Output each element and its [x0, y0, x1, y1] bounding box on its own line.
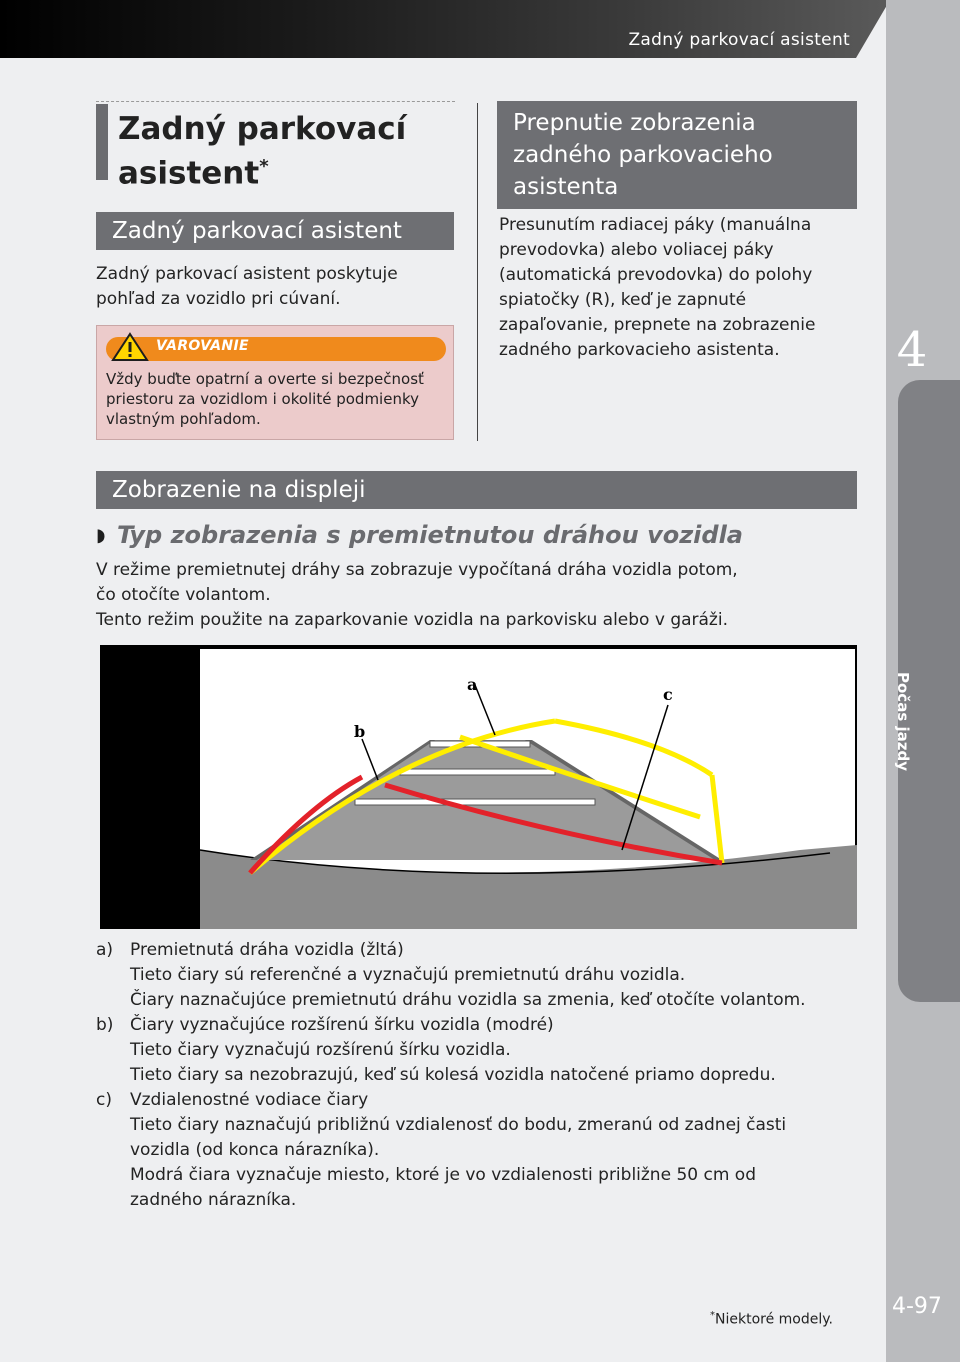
- callout-c: c: [663, 685, 673, 704]
- list-item-key: c): [96, 1090, 112, 1110]
- warning-icon: [111, 332, 149, 362]
- footnote-text: Niektoré modely.: [715, 1311, 833, 1328]
- list-item-key: a): [96, 940, 114, 960]
- page-title: [118, 110, 406, 192]
- title-divider: [96, 101, 455, 102]
- chapter-number: 4: [896, 322, 928, 378]
- legend-list: [96, 938, 866, 1213]
- chapter-label: Počas jazdy: [894, 672, 912, 771]
- section-title-line-1: Prepnutie zobrazenia: [513, 110, 756, 136]
- section-header-rear-assist: Zadný parkovací asistent: [96, 212, 454, 250]
- list-item-line: Vzdialenostné vodiace čiary: [130, 1090, 369, 1110]
- section-header-switch-view: [497, 101, 857, 209]
- list-item-line: Tieto čiary naznačujú približnú vzdialenosť do bodu, zmeranú od zadnej časti: [130, 1115, 787, 1135]
- section-title-line-2: zadného parkovacieho: [513, 142, 773, 168]
- footnote-mark: *: [710, 1310, 715, 1321]
- header-title: Zadný parkovací asistent: [628, 30, 850, 50]
- callout-a: a: [467, 675, 478, 694]
- display-intro-line: čo otočíte volantom.: [96, 585, 271, 605]
- list-item-line: vozidla (od konca nárazníka).: [130, 1140, 380, 1160]
- camera-view-illustration: [100, 645, 857, 929]
- list-item-line: Čiary vyznačujúce rozšírenú šírku vozidla (modré): [130, 1015, 554, 1035]
- list-item-line: Tieto čiary sú referenčné a vyznačujú premietnutú dráhu vozidla.: [130, 965, 686, 985]
- callout-b: b: [354, 722, 366, 741]
- warning-label: VAROVANIE: [156, 338, 249, 354]
- column-divider: [477, 103, 478, 441]
- list-item-line: zadného nárazníka.: [130, 1190, 297, 1210]
- list-item-line: Modrá čiara vyznačuje miesto, ktoré je vo vzdialenosti približne 50 cm od: [130, 1165, 756, 1185]
- page-title-line-2: asistent: [118, 155, 260, 192]
- list-item: [96, 938, 866, 1013]
- page-number: 4-97: [892, 1294, 942, 1319]
- section-header-display: Zobrazenie na displeji: [96, 471, 857, 509]
- list-item-line: Čiary naznačujúce premietnutú dráhu vozidla sa zmenia, keď otočíte volantom.: [130, 990, 806, 1010]
- list-item-line: Tieto čiary sa nezobrazujú, keď sú kolesá vozidla natočené priamo dopredu.: [130, 1065, 776, 1085]
- list-item-line: Tieto čiary vyznačujú rozšírenú šírku vozidla.: [130, 1040, 511, 1060]
- subheading: Typ zobrazenia s premietnutou dráhou vozidla: [117, 521, 744, 549]
- list-item-key: b): [96, 1015, 114, 1035]
- section-title-line-3: asistenta: [513, 174, 619, 200]
- list-item: [96, 1088, 866, 1213]
- page-title-line-1: Zadný parkovací: [118, 111, 407, 147]
- subheading-bullet-icon: ◗: [96, 525, 106, 546]
- camera-view-svg: [100, 645, 857, 929]
- list-item: [96, 1013, 866, 1088]
- display-intro-line: Tento režim použite na zaparkovanie vozidla na parkovisku alebo v garáži.: [96, 610, 728, 630]
- warning-text: Vždy buďte opatrní a overte si bezpečnosť priestoru za vozidlom i okolité podmienky vlastným pohľadom.: [106, 370, 424, 428]
- footnote: [710, 1310, 833, 1328]
- footnote-mark: *: [259, 156, 269, 177]
- switch-view-paragraph: Presunutím radiacej páky (manuálna prevodovka) alebo voliacej páky (automatická prevodovka) do polohy spiatočky (R), keď je zapnuté zapaľovanie, prepnete na zobrazenie zadného parkovacieho asistenta.: [499, 215, 816, 360]
- title-accent-bar: [96, 104, 108, 180]
- intro-paragraph: Zadný parkovací asistent poskytuje pohľad za vozidlo pri cúvaní.: [96, 264, 398, 309]
- display-intro-line: V režime premietnutej dráhy sa zobrazuje vypočítaná dráha vozidla potom,: [96, 560, 738, 580]
- display-intro: [96, 558, 856, 633]
- list-item-line: Premietnutá dráha vozidla (žltá): [130, 940, 404, 960]
